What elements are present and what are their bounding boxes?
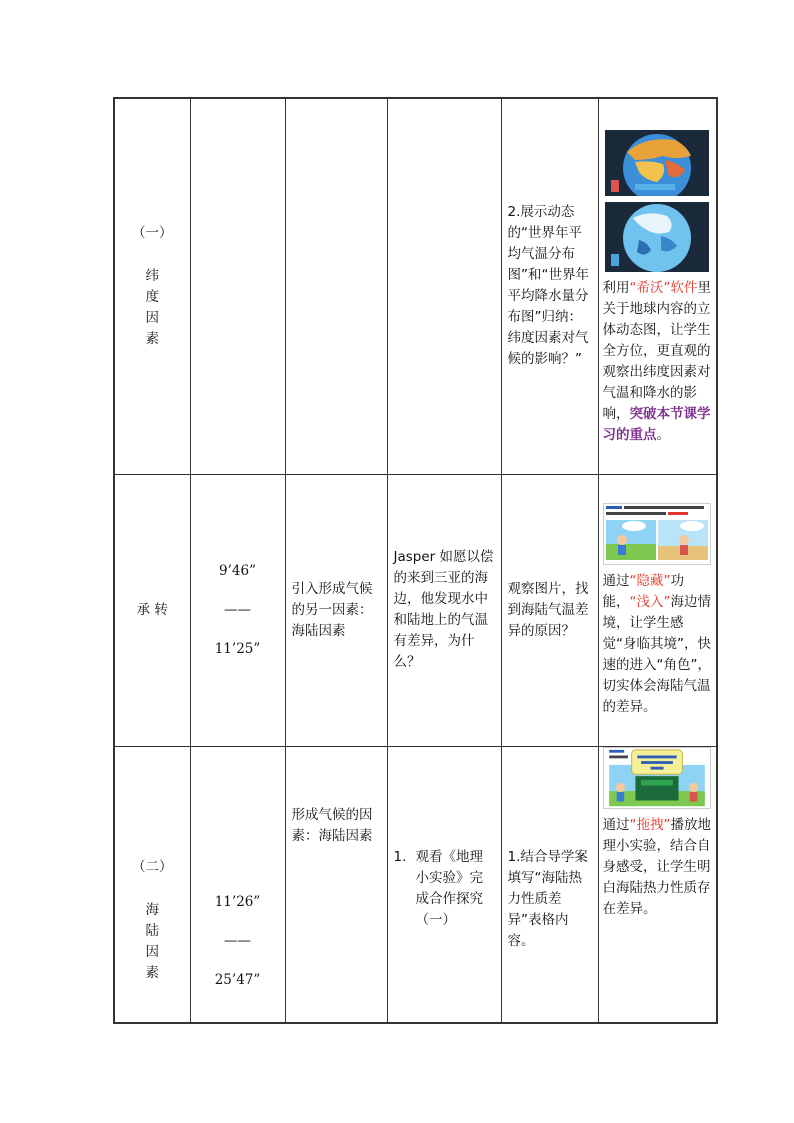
lesson-plan-table (113, 97, 718, 1024)
strategy-cell (598, 746, 717, 1023)
list-number: 1. (393, 848, 407, 865)
table-row (114, 746, 717, 1023)
table-row (114, 98, 717, 474)
table-row (114, 474, 717, 746)
stage-char: 纬 (145, 267, 159, 284)
stage-cell (114, 474, 190, 746)
time-dash: —— (224, 932, 251, 949)
time-end: 25’47” (214, 971, 261, 988)
time-start: 11’26” (214, 893, 261, 910)
stage-char: 素 (145, 330, 159, 347)
time-cell (190, 474, 285, 746)
strategy-text: 利用“希沃”软件里关于地球内容的立体动态图，让学生全方位，更直观的观察出纬度因素对气温和降水的影响，突破本节课学习的重点。 (602, 280, 711, 444)
teacher-activity-cell (387, 474, 501, 746)
stage-char: 因 (145, 943, 159, 960)
strategy-text: 通过“隐藏”功能，“浅入”海边情境，让学生感觉“身临其境”，快速的进入“角色”，切实体会海陆气温的差异。 (602, 572, 711, 715)
stage-char: 陆 (145, 922, 159, 939)
content-cell (285, 746, 387, 1023)
time-start: 9’46” (219, 562, 256, 579)
time-dash: —— (224, 601, 251, 618)
seaside-comic-image (603, 503, 711, 565)
content-cell (285, 98, 387, 474)
stage-char: 度 (145, 288, 159, 305)
teacher-activity-cell (387, 746, 501, 1023)
stage-number: （一） (132, 224, 173, 241)
time-cell (190, 746, 285, 1023)
stage-label: 承 转 (136, 601, 168, 618)
stage-cell (114, 98, 190, 474)
student-activity-text: 观察图片，找到海陆气温差异的原因？ (507, 580, 589, 639)
student-activity-cell (501, 98, 598, 474)
globe-precipitation-image (605, 202, 709, 272)
strategy-cell (598, 98, 717, 474)
student-activity-cell (501, 746, 598, 1023)
teacher-activity-text: 观看《地理小实验》完成合作探究（一） (415, 848, 483, 928)
experiment-comic-image (603, 747, 711, 809)
stage-char: 海 (145, 901, 159, 918)
time-cell (190, 98, 285, 474)
time-end: 11’25” (214, 640, 261, 657)
strategy-cell (598, 474, 717, 746)
student-activity-cell (501, 474, 598, 746)
content-text: 引入形成气候的另一因素：海陆因素 (291, 580, 373, 639)
teacher-activity-text: Jasper 如愿以偿的来到三亚的海边，他发现水中和陆地上的气温有差异，为什么？ (393, 549, 494, 670)
stage-char: 素 (145, 964, 159, 981)
teacher-activity-cell (387, 98, 501, 474)
content-text: 形成气候的因素：海陆因素 (291, 806, 373, 844)
stage-number: （二） (132, 858, 173, 875)
globe-temperature-image (605, 130, 709, 196)
student-activity-text: 2.展示动态的“世界年平均气温分布图”和“世界年平均降水量分布图”归纳：纬度因素对气候的影响？” (507, 204, 589, 368)
stage-cell (114, 746, 190, 1023)
stage-char: 因 (145, 309, 159, 326)
strategy-text: 通过“拖拽”播放地理小实验，结合自身感受，让学生明白海陆热力性质存在差异。 (602, 816, 711, 917)
student-activity-text: 1.结合导学案填写“海陆热力性质差异”表格内容。 (507, 848, 588, 949)
content-cell (285, 474, 387, 746)
